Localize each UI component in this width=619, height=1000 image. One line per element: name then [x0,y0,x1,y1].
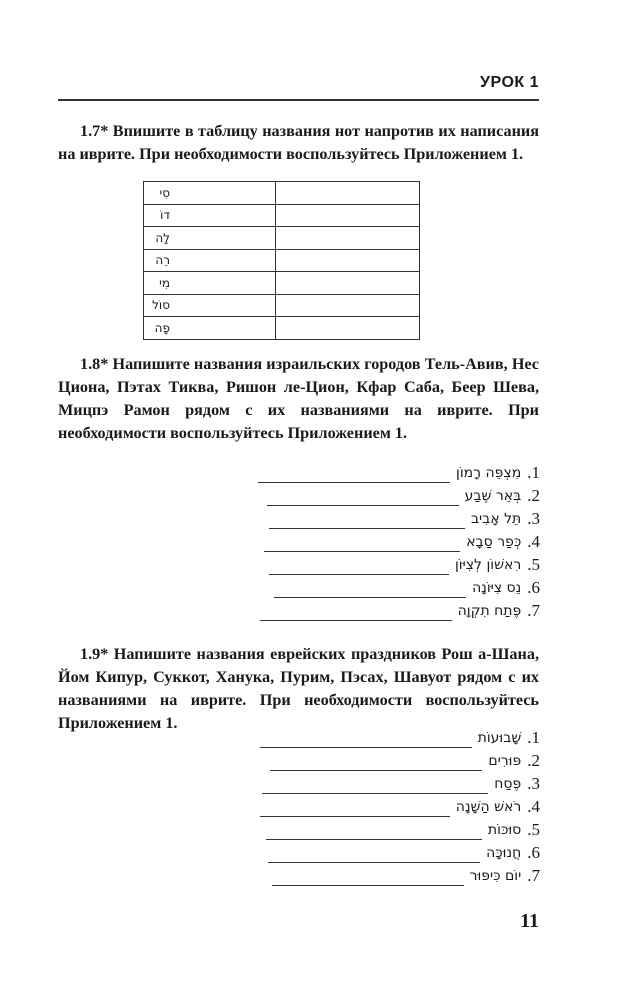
answer-blank[interactable] [266,823,482,840]
list-item [240,863,540,886]
table-row [144,249,420,272]
hebrew-note-cell [144,294,276,317]
answer-cell[interactable] [276,317,420,340]
hebrew-note-cell [144,182,276,205]
item-number: 7. [527,866,540,885]
list-item [240,460,540,483]
hebrew-note-cell [144,227,276,250]
task-1-9-text: 1.9* Напишите названия еврейских праздников Рош а-Шана, Йом Кипур, Суккот, Ханука, Пурим, Пэсах, Шавуот рядом с их названиями на иврите. При необходимости воспользуйтесь Приложением 1. [58,645,539,732]
table-row [144,294,420,317]
hebrew-word: תֵּל אָבִיב [470,511,522,527]
answer-blank[interactable] [270,754,482,771]
list-item [240,506,540,529]
notes-table [143,181,420,340]
hebrew-note-cell [144,249,276,272]
item-number: 7. [527,601,540,620]
hebrew-word: בְּאֵר שֶׁבַע [464,488,522,504]
hebrew-word: יוֹם כִּיפּוּר [469,868,522,884]
answer-blank[interactable] [272,869,464,886]
hebrew-word: שָׁבוּעוֹת [477,730,522,746]
hebrew-word: נֵס צִיּוֹנָה [472,580,522,596]
list-item [240,483,540,506]
item-number: 5. [527,820,540,839]
item-number: 1. [527,463,540,482]
hebrew-note-cell [144,204,276,227]
table-row [144,272,420,295]
answer-blank[interactable] [267,489,459,506]
list-item [240,817,540,840]
item-number: 4. [527,797,540,816]
answer-cell[interactable] [276,182,420,205]
list-item [240,575,540,598]
holidays-list [240,725,540,886]
hebrew-note: דוֹ [160,208,170,223]
header-divider [58,99,539,101]
item-number: 4. [527,532,540,551]
answer-blank[interactable] [262,777,488,794]
hebrew-note-cell [144,317,276,340]
list-item [240,748,540,771]
hebrew-word: פֶּסַח [494,776,522,792]
list-item [240,725,540,748]
item-number: 2. [527,751,540,770]
answer-cell[interactable] [276,227,420,250]
hebrew-word: פּוּרִים [488,753,522,769]
task-1-7-text: 1.7* Впишите в таблицу названия нот напротив их написания на иврите. При необходимости воспользуйтесь Приложением 1. [58,122,539,163]
answer-blank[interactable] [268,846,480,863]
item-number: 5. [527,555,540,574]
list-item [240,771,540,794]
answer-blank[interactable] [260,731,472,748]
answer-cell[interactable] [276,249,420,272]
hebrew-word: חֲנוּכָּה [486,845,522,861]
answer-blank[interactable] [260,604,452,621]
hebrew-note: סִי [159,185,170,200]
answer-blank[interactable] [274,581,466,598]
hebrew-note: לָה [155,230,170,245]
item-number: 6. [527,843,540,862]
table-row [144,182,420,205]
list-item [240,794,540,817]
answer-cell[interactable] [276,272,420,295]
cities-list [240,460,540,621]
hebrew-word: מִצְפֵּה רָמוֹן [456,465,522,481]
hebrew-note: מִי [159,275,170,290]
answer-blank[interactable] [269,558,449,575]
hebrew-word: כְּפַר סַבָא [466,534,522,550]
hebrew-note: פָה [154,320,170,335]
list-item [240,529,540,552]
hebrew-note: סוֹל [152,298,170,313]
hebrew-word: רֹאשׁ הַשָּׁנָה [455,799,522,815]
answer-cell[interactable] [276,204,420,227]
hebrew-word: רִאשׁוֹן לְצִיּוֹן [454,557,522,573]
item-number: 3. [527,774,540,793]
item-number: 2. [527,486,540,505]
list-item [240,552,540,575]
answer-blank[interactable] [264,535,460,552]
item-number: 6. [527,578,540,597]
item-number: 3. [527,509,540,528]
item-number: 1. [527,728,540,747]
table-row [144,204,420,227]
list-item [240,840,540,863]
answer-cell[interactable] [276,294,420,317]
hebrew-word: פֶּתַח תִקְוָה [457,603,522,619]
table-row [144,227,420,250]
page-number: 11 [520,910,539,932]
hebrew-word: סוּכּוֹת [487,822,522,838]
hebrew-note: רֵה [155,253,170,268]
answer-blank[interactable] [269,512,465,529]
lesson-header: УРОК 1 [480,74,539,91]
answer-blank[interactable] [258,466,450,483]
hebrew-note-cell [144,272,276,295]
list-item [240,598,540,621]
answer-blank[interactable] [260,800,450,817]
task-1-8-text: 1.8* Напишите названия израильских городов Тель-Авив, Нес Циона, Пэтах Тиква, Ришон ле-Цион, Кфар Саба, Беер Шева, Мицпэ Рамон рядом с их названиями на иврите. При необходимости воспользуйтесь Приложением 1. [58,355,539,442]
table-row [144,317,420,340]
